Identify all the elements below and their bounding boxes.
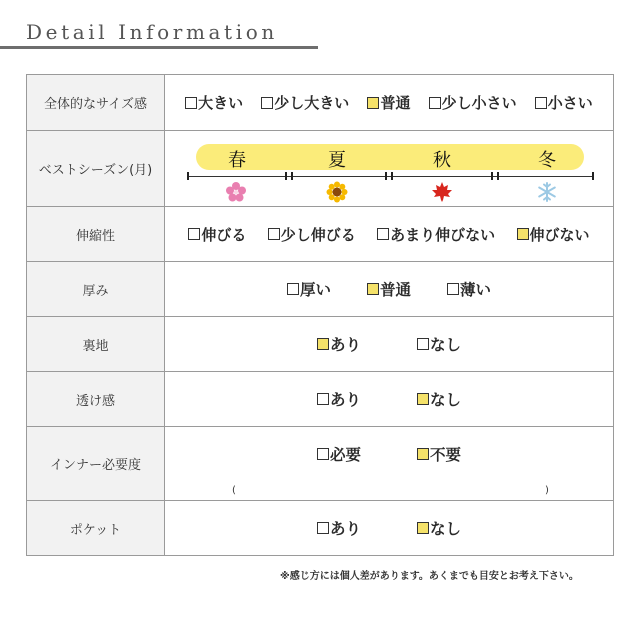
option-label: あり <box>329 336 361 354</box>
options-size <box>165 92 613 113</box>
checkbox-icon <box>417 393 429 405</box>
option <box>377 224 495 245</box>
row-value <box>165 317 614 372</box>
axis-tick <box>592 172 594 180</box>
checkbox-icon <box>417 522 429 534</box>
title-underline <box>0 46 318 49</box>
option <box>417 388 461 410</box>
page-title: Detail Information <box>26 20 278 44</box>
row-value <box>165 262 614 317</box>
option-label: 少し伸びる <box>280 225 356 244</box>
checkbox-icon <box>429 97 441 109</box>
option <box>417 333 461 355</box>
row-label: 伸縮性 <box>27 207 165 262</box>
checkbox-icon <box>377 228 389 240</box>
option <box>317 333 361 355</box>
table-row-season <box>27 131 614 207</box>
checkbox-icon <box>268 228 280 240</box>
option <box>367 278 411 300</box>
option <box>535 92 593 113</box>
option-label: なし <box>430 391 462 409</box>
checkbox-icon <box>317 338 329 350</box>
season-chart <box>165 132 613 206</box>
row-label: ベストシーズン(月) <box>27 131 165 207</box>
row-label: ポケット <box>27 501 165 556</box>
season-label-winter: 冬 <box>538 149 556 171</box>
axis-tick <box>497 172 499 180</box>
option <box>517 224 590 245</box>
axis-tick <box>391 172 393 180</box>
axis-tick <box>187 172 189 180</box>
options-lining <box>165 333 613 355</box>
options-thickness <box>165 278 613 300</box>
table-row-inner <box>27 427 614 501</box>
axis-tick <box>291 172 293 180</box>
checkbox-icon <box>287 283 299 295</box>
row-value <box>165 501 614 556</box>
season-label-autumn: 秋 <box>433 149 451 171</box>
checkbox-icon <box>188 228 200 240</box>
checkbox-icon <box>417 338 429 350</box>
paren-close: ) <box>545 485 549 496</box>
option <box>261 92 349 113</box>
checkbox-icon <box>317 448 329 460</box>
option-label: あまり伸びない <box>390 225 496 244</box>
table-row-stretch <box>27 207 614 262</box>
option-label: 少し小さい <box>441 94 517 112</box>
row-value <box>165 207 614 262</box>
options-inner <box>165 443 613 465</box>
row-value <box>165 372 614 427</box>
option <box>268 224 356 245</box>
row-label: 裏地 <box>27 317 165 372</box>
table-row-sheerness <box>27 372 614 427</box>
option-label: 普通 <box>379 281 411 299</box>
option <box>188 224 246 245</box>
season-label-spring: 春 <box>228 149 246 171</box>
table-row-pocket <box>27 501 614 556</box>
table-row-size <box>27 75 614 131</box>
checkbox-icon <box>367 97 379 109</box>
disclaimer-note: ※感じ方には個人差があります。あくまでも目安とお考え下さい。 <box>280 571 579 582</box>
row-value <box>165 75 614 131</box>
option-label: あり <box>329 520 361 538</box>
checkbox-icon <box>367 283 379 295</box>
row-label: 透け感 <box>27 372 165 427</box>
option-label: 少し大きい <box>274 94 350 112</box>
axis-tick <box>385 172 387 180</box>
detail-table <box>26 74 614 556</box>
checkbox-icon <box>517 228 529 240</box>
axis-tick <box>285 172 287 180</box>
season-label-summer: 夏 <box>328 149 346 171</box>
checkbox-icon <box>417 448 429 460</box>
axis-tick <box>491 172 493 180</box>
option <box>317 443 361 465</box>
option-label: 薄い <box>460 281 492 299</box>
table-row-thickness <box>27 262 614 317</box>
option-label: 伸びない <box>529 225 590 244</box>
maple-leaf-icon <box>431 181 453 203</box>
option-label: なし <box>430 336 462 354</box>
checkbox-icon <box>317 522 329 534</box>
header <box>0 0 640 60</box>
option <box>287 278 331 300</box>
option-label: あり <box>329 391 361 409</box>
option <box>317 388 361 410</box>
option-label: 必要 <box>329 446 361 464</box>
option-label: 大きい <box>198 94 244 112</box>
month-axis <box>187 176 593 177</box>
options-sheerness <box>165 388 613 410</box>
option <box>417 443 461 465</box>
snowflake-icon <box>536 181 558 203</box>
option-label: 普通 <box>380 94 411 112</box>
options-pocket <box>165 517 613 539</box>
sakura-icon <box>225 181 247 203</box>
option-label: なし <box>430 520 462 538</box>
checkbox-icon <box>261 97 273 109</box>
checkbox-icon <box>185 97 197 109</box>
paren-open: ( <box>232 485 236 496</box>
table-row-lining <box>27 317 614 372</box>
sunflower-icon <box>326 181 348 203</box>
option-label: 小さい <box>547 94 593 112</box>
checkbox-icon <box>317 393 329 405</box>
options-stretch <box>165 224 613 245</box>
option-label: 不要 <box>430 446 462 464</box>
checkbox-icon <box>447 283 459 295</box>
option <box>185 92 243 113</box>
option <box>429 92 517 113</box>
option-label: 伸びる <box>201 225 247 244</box>
row-label: インナー必要度 <box>27 427 165 501</box>
option <box>317 517 361 539</box>
row-label: 全体的なサイズ感 <box>27 75 165 131</box>
row-value <box>165 131 614 207</box>
row-value <box>165 427 614 501</box>
checkbox-icon <box>535 97 547 109</box>
option <box>417 517 461 539</box>
option-label: 厚い <box>299 281 331 299</box>
row-label: 厚み <box>27 262 165 317</box>
option <box>367 92 410 113</box>
option <box>447 278 491 300</box>
